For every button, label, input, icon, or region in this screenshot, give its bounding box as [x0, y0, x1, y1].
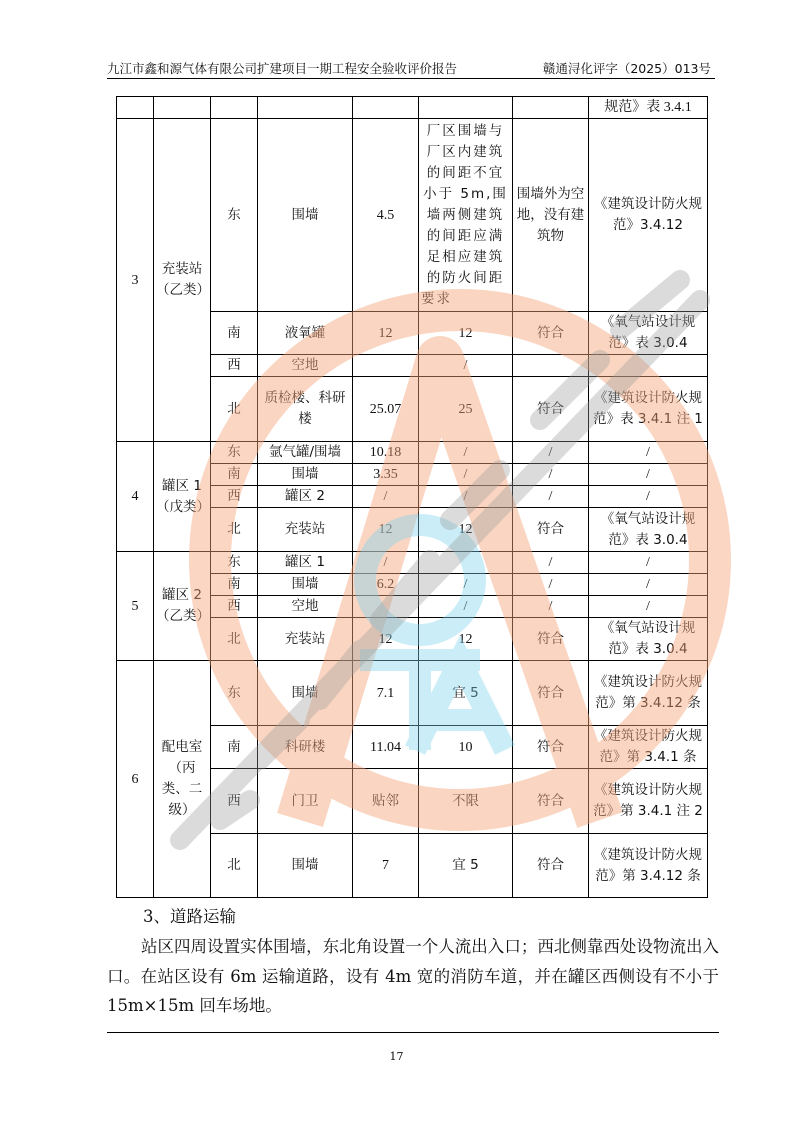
adjacent-object: 围墙 [258, 574, 353, 596]
direction-cell: 南 [211, 312, 258, 355]
table-row [117, 552, 708, 574]
adjacent-object: 罐区 2 [258, 486, 353, 508]
table-row [117, 97, 708, 119]
actual-distance: 12 [353, 312, 419, 355]
item-number: 4 [117, 442, 154, 552]
direction-cell: 南 [211, 464, 258, 486]
adjacent-object: 围墙 [258, 464, 353, 486]
result-cell: / [513, 552, 589, 574]
actual-distance: / [353, 486, 419, 508]
adjacent-object: 液氧罐 [258, 312, 353, 355]
basis-cell: 《氧气站设计规范》表 3.0.4 [589, 508, 708, 552]
direction-cell: 东 [211, 442, 258, 464]
result-cell: 符合 [513, 769, 589, 834]
direction-cell: 南 [211, 726, 258, 769]
actual-distance: 12 [353, 508, 419, 552]
basis-cell: 《氧气站设计规范》表 3.0.4 [589, 312, 708, 355]
result-cell: 符合 [513, 661, 589, 726]
required-distance: / [419, 574, 513, 596]
page-number: 17 [389, 1050, 404, 1063]
direction-cell: 西 [211, 769, 258, 834]
required-distance: 12 [419, 312, 513, 355]
required-distance: 12 [419, 618, 513, 661]
result-cell: 符合 [513, 834, 589, 898]
table-row [117, 661, 708, 726]
facility-name: 配电室（丙类、二级） [154, 661, 211, 898]
direction-cell: 北 [211, 377, 258, 442]
basis-cell: 《建筑设计防火规范》第 3.4.12 条 [589, 661, 708, 726]
adjacent-object: 科研楼 [258, 726, 353, 769]
result-cell: / [513, 464, 589, 486]
basis-cell: / [589, 574, 708, 596]
adjacent-object: 充装站 [258, 508, 353, 552]
actual-distance: 6.2 [353, 574, 419, 596]
basis-cell: 《建筑设计防火规范》第 3.4.1 条 [589, 726, 708, 769]
adjacent-object: 围墙 [258, 834, 353, 898]
actual-distance: 7 [353, 834, 419, 898]
adjacent-object: 氩气罐/围墙 [258, 442, 353, 464]
facility-name: 罐区 2（乙类） [154, 552, 211, 661]
direction-cell: 东 [211, 552, 258, 574]
result-cell: 符合 [513, 618, 589, 661]
required-distance: / [419, 464, 513, 486]
page-header [107, 60, 715, 79]
direction-cell: 南 [211, 574, 258, 596]
basis-cell: 《建筑设计防火规范》表 3.4.1 注 1 [589, 377, 708, 442]
actual-distance: / [353, 552, 419, 574]
actual-distance [353, 355, 419, 377]
adjacent-object: 充装站 [258, 618, 353, 661]
basis-cell: / [589, 464, 708, 486]
direction-cell: 北 [211, 618, 258, 661]
direction-cell: 西 [211, 486, 258, 508]
result-cell: / [513, 574, 589, 596]
basis-cell: / [589, 552, 708, 574]
basis-cell: 《建筑设计防火规范》第 3.4.12 条 [589, 834, 708, 898]
required-distance [419, 552, 513, 574]
result-cell: 符合 [513, 726, 589, 769]
required-distance: 10 [419, 726, 513, 769]
actual-distance: 贴邻 [353, 769, 419, 834]
adjacent-object: 围墙 [258, 119, 353, 312]
actual-distance: 12 [353, 618, 419, 661]
item-number: 5 [117, 552, 154, 661]
direction-cell: 西 [211, 596, 258, 618]
result-cell: / [513, 486, 589, 508]
section-paragraph: 站区四周设置实体围墙，东北角设置一个人流出入口；西北侧靠西处设物流出入口。在站区设有 6m 运输道路，设有 4m 宽的消防车道，并在罐区西侧设有不小于 15m×15m 回车场地。 [107, 937, 719, 1015]
required-distance: 25 [419, 377, 513, 442]
fire-separation-table [116, 96, 708, 898]
report-title: 九江市鑫和源气体有限公司扩建项目一期工程安全验收评价报告 [107, 61, 458, 76]
table-row [117, 442, 708, 464]
basis-cell: 规范》表 3.4.1 [589, 97, 708, 119]
facility-name: 罐区 1（戊类） [154, 442, 211, 552]
direction-cell: 北 [211, 834, 258, 898]
required-distance: / [419, 355, 513, 377]
result-cell: 符合 [513, 377, 589, 442]
required-distance: 不限 [419, 769, 513, 834]
direction-cell: 北 [211, 508, 258, 552]
required-distance: 宜 5 [419, 661, 513, 726]
basis-cell: 《建筑设计防火规范》3.4.12 [589, 119, 708, 312]
basis-cell [589, 355, 708, 377]
actual-distance: 11.04 [353, 726, 419, 769]
adjacent-object: 质检楼、科研楼 [258, 377, 353, 442]
required-distance: 宜 5 [419, 834, 513, 898]
section-heading: 3、道路运输 [143, 907, 236, 926]
direction-cell: 东 [211, 119, 258, 312]
basis-cell: / [589, 596, 708, 618]
item-number: 6 [117, 661, 154, 898]
actual-distance: 3.35 [353, 464, 419, 486]
actual-distance: 25.07 [353, 377, 419, 442]
result-cell: / [513, 596, 589, 618]
direction-cell: 东 [211, 661, 258, 726]
basis-cell: 《建筑设计防火规范》第 3.4.1 注 2 [589, 769, 708, 834]
adjacent-object: 空地 [258, 355, 353, 377]
adjacent-object: 围墙 [258, 661, 353, 726]
document-number: 赣通浔化评字（2025）013号 [542, 61, 711, 76]
adjacent-object: 空地 [258, 596, 353, 618]
result-cell: 符合 [513, 508, 589, 552]
result-cell: 围墙外为空地，没有建筑物 [513, 119, 589, 312]
actual-distance [353, 596, 419, 618]
adjacent-object: 罐区 1 [258, 552, 353, 574]
result-cell: 符合 [513, 312, 589, 355]
basis-cell: / [589, 486, 708, 508]
adjacent-object: 门卫 [258, 769, 353, 834]
actual-distance: 4.5 [353, 119, 419, 312]
basis-cell: 《氧气站设计规范》表 3.0.4 [589, 618, 708, 661]
direction-cell: 西 [211, 355, 258, 377]
required-distance: 12 [419, 508, 513, 552]
facility-name: 充装站（乙类） [154, 119, 211, 442]
required-distance: 厂区围墙与厂区内建筑的间距不宜小于 5m,围墙两侧建筑的间距应满足相应建筑的防火间距要求 [419, 119, 513, 312]
required-distance: / [419, 486, 513, 508]
result-cell: / [513, 442, 589, 464]
actual-distance: 7.1 [353, 661, 419, 726]
required-distance: / [419, 442, 513, 464]
result-cell [513, 355, 589, 377]
footer-divider [107, 1032, 719, 1033]
basis-cell: / [589, 442, 708, 464]
table-row [117, 119, 708, 312]
required-distance: / [419, 596, 513, 618]
item-number: 3 [117, 119, 154, 442]
actual-distance: 10.18 [353, 442, 419, 464]
